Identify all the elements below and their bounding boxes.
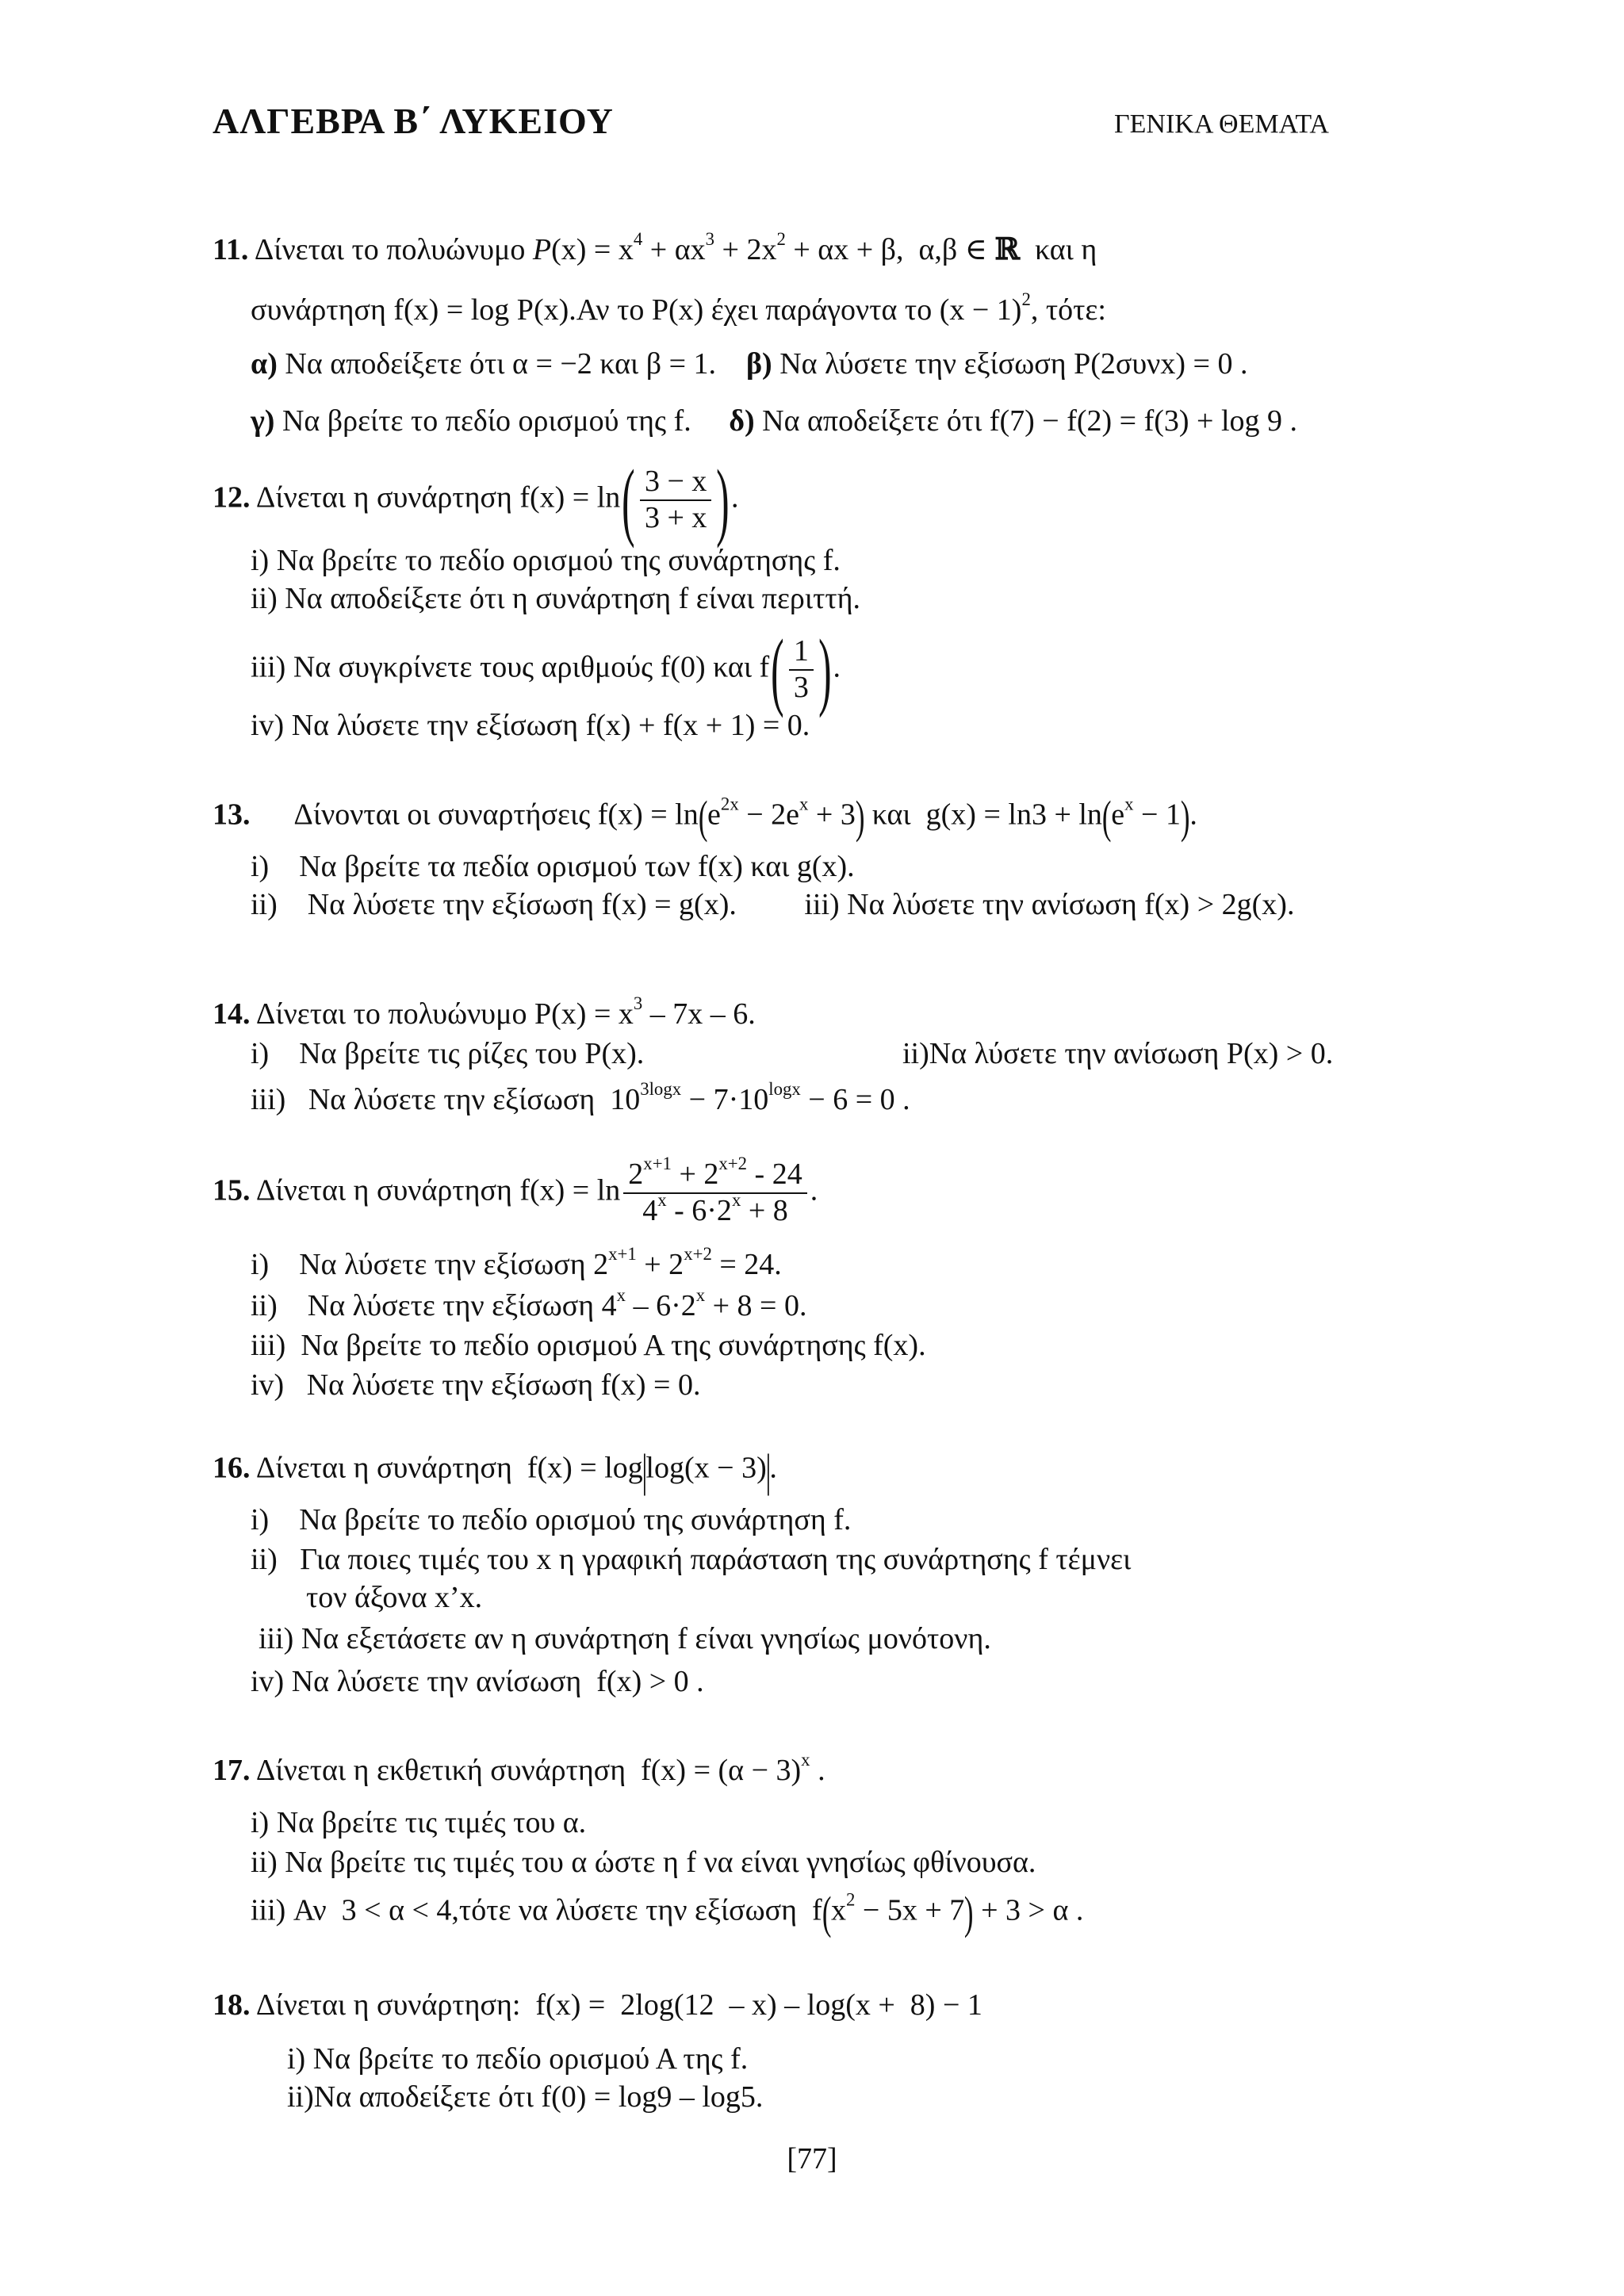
p18-line-1: 18. Δίνεται η συνάρτηση: f(x) = 2log(12 – x) – log(x + 8) − 1 — [213, 1988, 982, 2022]
p11-line-2: συνάρτηση f(x) = log P(x).Αν το P(x) έχει παράγοντα το $(x - 1)^2$, τότε: — [251, 289, 1106, 327]
p15-item-iii: iii) Να βρείτε το πεδίο ορισμού Α της συνάρτησης f(x). — [251, 1329, 926, 1362]
p12-one-third: $\frac{1}{3}$ — [789, 634, 814, 705]
p12-item-ii: ii) Να αποδείξετε ότι η συνάρτηση f είναι περιττή. — [251, 582, 861, 615]
p17-item-ii: ii) Να βρείτε τις τιμές του α ώστε η f να είναι γνησίως φθίνουσα. — [251, 1846, 1036, 1879]
p16-item-iv: iv) Να λύσετε την ανίσωση f(x) > 0 . — [251, 1665, 704, 1698]
p12-item-iii: iii) Να συγκρίνετε τους αριθμούς f(0) και f( $\frac{1}{3}$ ). — [251, 622, 841, 718]
p16-item-i: i) Να βρείτε το πεδίο ορισμού της συνάρτηση f. — [251, 1503, 852, 1536]
p12-line-1: 12. Δίνεται η συνάρτηση f(x) = ln( $\frac{3 - x}{3 + x}$ ). — [213, 452, 739, 549]
p16-item-ii-cont: τον άξονα x’x. — [306, 1581, 483, 1614]
p18-item-ii: ii)Να αποδείξετε ότι f(0) = log9 – log5. — [287, 2080, 764, 2114]
p12-item-i: i) Να βρείτε το πεδίο ορισμού της συνάρτησης f. — [251, 544, 841, 577]
p15-fraction: $\frac{2^{x+1} + 2^{x+2} - 24}{4^x - 6\cdot 2^x + 8}$ — [623, 1158, 806, 1228]
p16-line-1: 16. Δίνεται η συνάρτηση f(x) = log|log(x − 3)|. — [213, 1445, 777, 1496]
p13-item-i: i) Να βρείτε τα πεδία ορισμού των f(x) και g(x). — [251, 850, 855, 883]
p11-line-4: γ) Να βρείτε το πεδίο ορισμού της f. δ) Να αποδείξετε ότι f(7) − f(2) = f(3) + log 9 . — [251, 404, 1298, 438]
p14-item-iii: iii) Να λύσετε την εξίσωση $10^{3logx} - 7\cdot 10^{logx} - 6 = 0$ . — [251, 1078, 910, 1116]
p15-item-iv: iv) Να λύσετε την εξίσωση f(x) = 0. — [251, 1368, 701, 1402]
p14-item-ii: ii)Να λύσετε την ανίσωση P(x) > 0. — [902, 1037, 1334, 1070]
p13-item-ii: ii) Να λύσετε την εξίσωση f(x) = g(x). iii) Να λύσετε την ανίσωση f(x) > 2g(x). — [251, 888, 1295, 921]
p12-item-iv: iv) Να λύσετε την εξίσωση f(x) + f(x + 1) = 0. — [251, 709, 810, 742]
p17-item-i: i) Να βρείτε τις τιμές του α. — [251, 1806, 587, 1839]
page-number: [77] — [787, 2142, 837, 2175]
p16-item-ii: ii) Για ποιες τιμές του x η γραφική παράσταση της συνάρτησης f τέμνει — [251, 1543, 1132, 1576]
p11-line-1: 11. Δίνεται το πολυώνυμο $P(x) = x^4 + \alpha x^3 + 2x^2 + \alpha x + \beta$, α,β ∈ ℝ και η — [213, 228, 1097, 266]
p15-item-ii: ii) Να λύσετε την εξίσωση $4^x - 6\cdot 2^x + 8 = 0$. — [251, 1284, 807, 1322]
p16-item-iii: iii) Να εξετάσετε αν η συνάρτηση f είναι γνησίως μονότονη. — [259, 1622, 991, 1655]
p12-fraction: $\frac{3 - x}{3 + x}$ — [640, 465, 711, 535]
p18-item-i: i) Να βρείτε το πεδίο ορισμού Α της f. — [287, 2042, 749, 2076]
p17-line-1: 17. Δίνεται η εκθετική συνάρτηση $f(x) = (\alpha - 3)^x$ . — [213, 1749, 825, 1787]
p13-line-1: 13. Δίνονται οι συναρτήσεις $f(x) = \ln(e^{2x} - 2e^x + 3)$ και $g(x) = \ln 3 + \ln(e^x - 1)$. — [213, 791, 1197, 843]
p14-item-i: i) Να βρείτε τις ρίζες του P(x). — [251, 1037, 645, 1070]
p11-line-3: α) Να αποδείξετε ότι α = −2 και β = 1. β) Να λύσετε την εξίσωση P(2συνx) = 0 . — [251, 347, 1248, 381]
section-title: ΓΕΝΙΚΑ ΘΕΜΑΤΑ — [1113, 109, 1329, 139]
p14-line-1: 14. Δίνεται το πολυώνυμο $P(x) = x^3 - 7x - 6$. — [213, 993, 756, 1031]
p15-line-1: 15. Δίνεται η συνάρτηση f(x) = ln $\frac{2^{x+1} + 2^{x+2} - 24}{4^x - 6\cdot 2^x + 8}$ . — [213, 1153, 818, 1227]
p17-item-iii: iii) Αν 3 < α < 4,τότε να λύσετε την εξίσωση $f(x^2 - 5x + 7) + 3 > \alpha$ . — [251, 1887, 1084, 1938]
p15-item-i: i) Να λύσετε την εξίσωση $2^{x+1} + 2^{x+2} = 24$. — [251, 1243, 782, 1281]
book-title: ΑΛΓΕΒΡΑ Β΄ ΛΥΚΕΙΟΥ — [213, 101, 614, 141]
